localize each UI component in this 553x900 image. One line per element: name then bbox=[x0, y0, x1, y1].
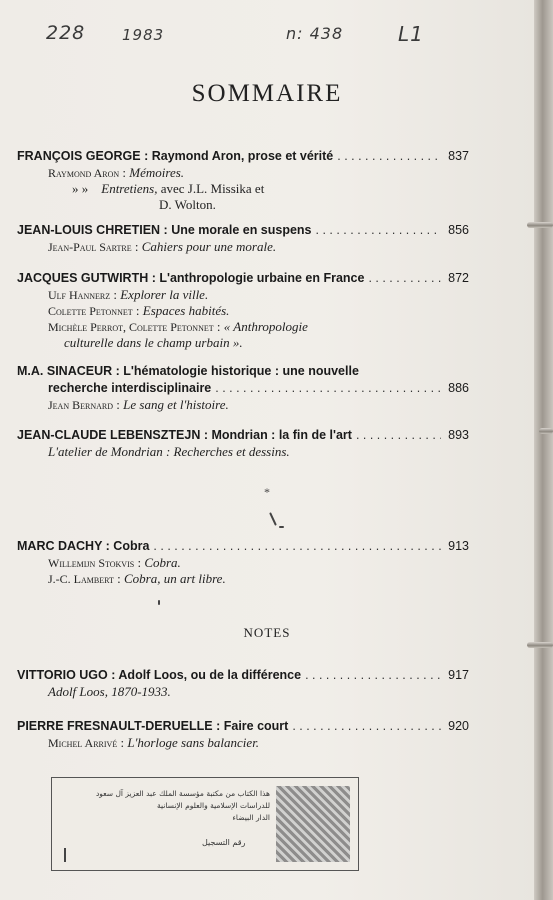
leader-dots bbox=[316, 222, 441, 239]
stamp-registration-field: رقم التسجيل bbox=[202, 838, 246, 847]
handwritten-year: 1983 bbox=[122, 26, 165, 44]
handwritten-issue: n: 438 bbox=[286, 24, 344, 43]
entry-reference: Michel Arrivé : L'horloge sans balancier. bbox=[48, 735, 260, 750]
entry-heading: JEAN-CLAUDE LEBENSZTEJN : Mondrian : la fin de l'art . . . 893 bbox=[17, 427, 469, 444]
entry-page: 917 bbox=[448, 668, 469, 682]
entry-reference: Raymond Aron : Mémoires. bbox=[48, 165, 185, 180]
entry-page: 872 bbox=[448, 271, 469, 285]
entry-reference: Colette Petonnet : Espaces habités. bbox=[48, 303, 230, 318]
entry-reference: Ulf Hannerz : Explorer la ville. bbox=[48, 287, 209, 302]
toc-entry bbox=[17, 363, 469, 413]
binder-ring bbox=[539, 428, 553, 434]
entry-title: L'anthropologie urbaine en France bbox=[159, 271, 365, 285]
entry-reference: Adolf Loos, 1870-1933. bbox=[48, 684, 171, 699]
library-stamp bbox=[51, 777, 359, 871]
entry-reference: L'atelier de Mondrian : Recherches et dessins. bbox=[48, 444, 290, 459]
entry-title: Adolf Loos, ou de la différence bbox=[118, 668, 302, 682]
leader-dots bbox=[292, 718, 441, 735]
entry-page: 837 bbox=[448, 149, 469, 163]
leader-dots bbox=[305, 667, 441, 684]
page-title: SOMMAIRE bbox=[191, 80, 343, 107]
leader-dots bbox=[356, 427, 441, 444]
entry-heading: FRANÇOIS GEORGE : Raymond Aron, prose et vérité . . . 837 bbox=[17, 148, 469, 165]
leader-dots bbox=[153, 538, 441, 555]
entry-author: M.A. SINACEUR bbox=[17, 364, 113, 378]
notes-heading: NOTES bbox=[243, 625, 291, 640]
binder-ring bbox=[527, 642, 553, 648]
toc-entry bbox=[17, 222, 469, 255]
leader-dots bbox=[368, 270, 441, 287]
entry-heading: JEAN-LOUIS CHRETIEN : Une morale en suspens . . . 856 bbox=[17, 222, 469, 239]
entry-title: Mondrian : la fin de l'art bbox=[211, 428, 352, 442]
entry-title: Cobra bbox=[113, 539, 150, 553]
entry-page: 856 bbox=[448, 223, 469, 237]
entry-author: JEAN-LOUIS CHRETIEN bbox=[17, 223, 161, 237]
entry-reference: Michèle Perrot, Colette Petonnet : « Anthropologie bbox=[48, 319, 308, 334]
entry-heading-cont bbox=[17, 380, 469, 397]
entry-reference: » » Entretiens, avec J.L. Missika et bbox=[72, 181, 265, 196]
entry-reference: Jean Bernard : Le sang et l'histoire. bbox=[48, 397, 229, 412]
entry-reference-cont: D. Wolton. bbox=[159, 197, 216, 212]
entry-author: JEAN-CLAUDE LEBENSZTEJN bbox=[17, 428, 201, 442]
separator-asterisk: * bbox=[264, 485, 270, 499]
entry-author: FRANÇOIS GEORGE bbox=[17, 149, 141, 163]
entry-page: 920 bbox=[448, 719, 469, 733]
entry-page: 893 bbox=[448, 428, 469, 442]
entry-author: VITTORIO UGO bbox=[17, 668, 108, 682]
toc-entry bbox=[17, 270, 469, 351]
stamp-text: هذا الكتاب من مكتبة مؤسسة الملك عبد العزيز آل سعود للدراسات الإسلامية والعلوم الإنسانية الدار البيضاء bbox=[95, 789, 270, 822]
entry-title-cont: recherche interdisciplinaire bbox=[48, 381, 212, 395]
stamp-emblem-image bbox=[276, 786, 350, 862]
binder-ring bbox=[527, 222, 553, 228]
ink-mark bbox=[269, 512, 277, 526]
toc-entry bbox=[17, 427, 469, 460]
entry-page: 886 bbox=[448, 381, 469, 395]
toc-entry bbox=[17, 667, 469, 700]
entry-title: Faire court bbox=[223, 719, 289, 733]
entry-author: MARC DACHY bbox=[17, 539, 103, 553]
entry-heading: PIERRE FRESNAULT-DERUELLE : Faire court . . . 920 bbox=[17, 718, 469, 735]
entry-reference-cont: culturelle dans le champ urbain ». bbox=[64, 335, 243, 350]
leader-dots bbox=[337, 148, 441, 165]
toc-entry bbox=[17, 148, 469, 213]
entry-author: JACQUES GUTWIRTH bbox=[17, 271, 149, 285]
stamp-mark bbox=[64, 848, 66, 862]
entry-reference: Jean-Paul Sartre : Cahiers pour une morale. bbox=[48, 239, 277, 254]
entry-title: L'hématologie historique : une nouvelle bbox=[123, 364, 359, 378]
entry-title: Une morale en suspens bbox=[171, 223, 312, 237]
entry-heading: JACQUES GUTWIRTH : L'anthropologie urbaine en France . . . 872 bbox=[17, 270, 469, 287]
entry-heading: M.A. SINACEUR : L'hématologie historique : une nouvelle bbox=[17, 364, 359, 378]
toc-entry bbox=[17, 718, 469, 751]
ink-mark bbox=[279, 526, 284, 528]
entry-page: 913 bbox=[448, 539, 469, 553]
toc-entry bbox=[17, 538, 469, 587]
handwritten-mark: L1 bbox=[398, 22, 424, 46]
entry-heading: MARC DACHY : Cobra . . . 913 bbox=[17, 538, 469, 555]
entry-reference: J.-C. Lambert : Cobra, un art libre. bbox=[48, 571, 226, 586]
entry-title: Raymond Aron, prose et vérité bbox=[151, 149, 334, 163]
binding-edge bbox=[534, 0, 553, 900]
entry-heading: VITTORIO UGO : Adolf Loos, ou de la différence . . . 917 bbox=[17, 667, 469, 684]
entry-reference: Willemijn Stokvis : Cobra. bbox=[48, 555, 181, 570]
leader-dots bbox=[215, 380, 441, 397]
entry-author: PIERRE FRESNAULT-DERUELLE bbox=[17, 719, 213, 733]
ink-mark bbox=[158, 600, 160, 605]
handwritten-number: 228 bbox=[46, 22, 86, 44]
